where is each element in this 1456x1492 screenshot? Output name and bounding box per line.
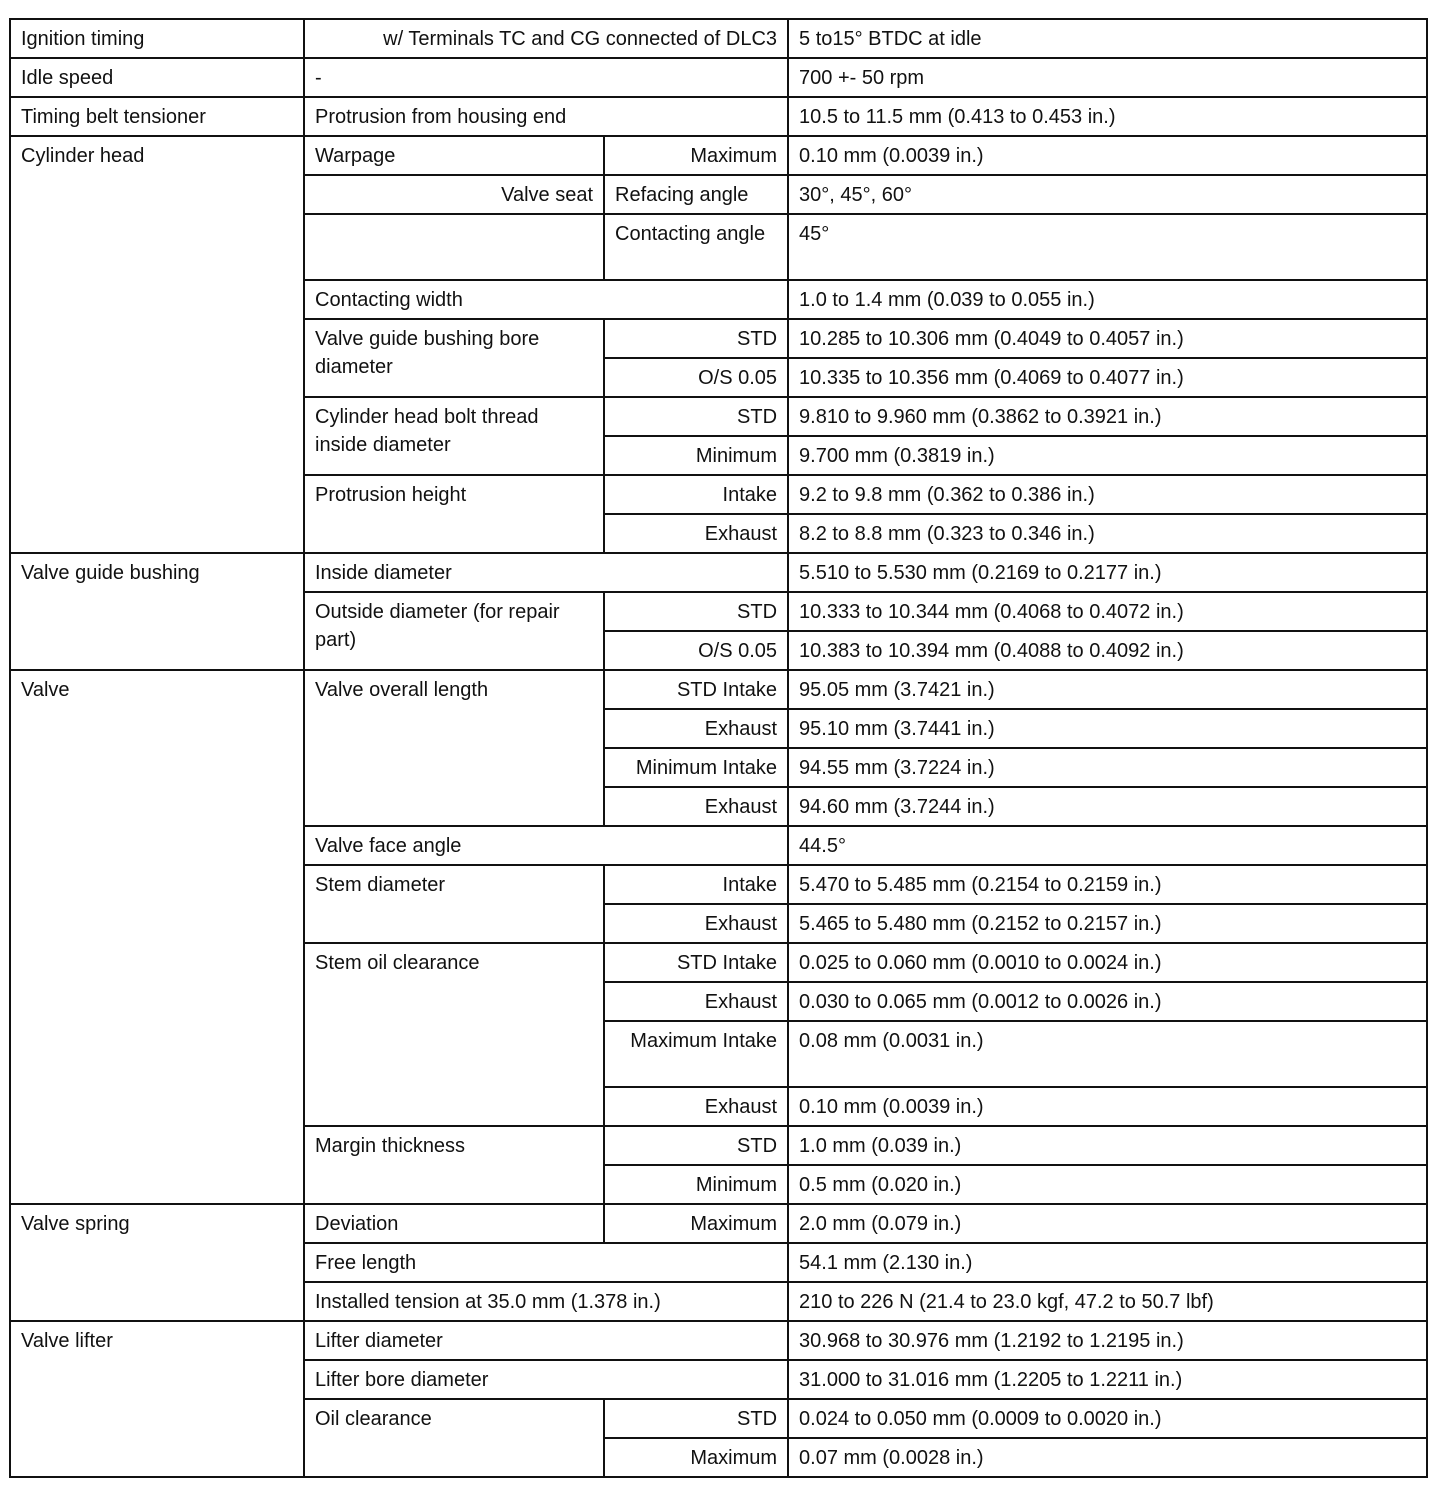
value-cell: 9.700 mm (0.3819 in.) [788, 436, 1427, 475]
condition-cell: Maximum [604, 136, 788, 175]
item-cell: Valve overall length [304, 670, 604, 826]
condition-cell: STD Intake [604, 943, 788, 982]
item-cell: Margin thickness [304, 1126, 604, 1204]
value-cell: 5.465 to 5.480 mm (0.2152 to 0.2157 in.) [788, 904, 1427, 943]
section-timing-belt-tensioner: Timing belt tensioner [10, 97, 304, 136]
value-cell: 5.470 to 5.485 mm (0.2154 to 0.2159 in.) [788, 865, 1427, 904]
value-cell: 10.383 to 10.394 mm (0.4088 to 0.4092 in.) [788, 631, 1427, 670]
table-row [10, 1204, 1427, 1243]
value-cell: 0.08 mm (0.0031 in.) [788, 1021, 1427, 1087]
value-cell: 5 to15° BTDC at idle [788, 19, 1427, 58]
value-cell: 0.5 mm (0.020 in.) [788, 1165, 1427, 1204]
item-cell: Valve seat [304, 175, 604, 214]
value-cell: 94.55 mm (3.7224 in.) [788, 748, 1427, 787]
value-cell: 0.10 mm (0.0039 in.) [788, 136, 1427, 175]
value-cell: 2.0 mm (0.079 in.) [788, 1204, 1427, 1243]
item-cell: Cylinder head bolt thread inside diameter [304, 397, 604, 475]
section-valve: Valve [10, 670, 304, 1204]
item-cell: Valve guide bushing bore diameter [304, 319, 604, 397]
condition-cell: Exhaust [604, 514, 788, 553]
condition-cell: STD [604, 592, 788, 631]
section-idle-speed: Idle speed [10, 58, 304, 97]
value-cell: 30°, 45°, 60° [788, 175, 1427, 214]
condition-cell: STD [604, 1399, 788, 1438]
table-row [10, 136, 1427, 175]
value-cell: 700 +- 50 rpm [788, 58, 1427, 97]
item-cell: Protrusion height [304, 475, 604, 553]
section-valve-spring: Valve spring [10, 1204, 304, 1321]
value-cell: 9.810 to 9.960 mm (0.3862 to 0.3921 in.) [788, 397, 1427, 436]
item-cell: Lifter diameter [304, 1321, 788, 1360]
condition-cell: Refacing angle [604, 175, 788, 214]
item-cell: Deviation [304, 1204, 604, 1243]
item-cell: Free length [304, 1243, 788, 1282]
table-row [10, 58, 1427, 97]
item-cell: Protrusion from housing end [304, 97, 788, 136]
value-cell: 10.333 to 10.344 mm (0.4068 to 0.4072 in.) [788, 592, 1427, 631]
section-valve-lifter: Valve lifter [10, 1321, 304, 1477]
item-cell: Warpage [304, 136, 604, 175]
condition-cell: Exhaust [604, 982, 788, 1021]
condition-cell: Contacting angle [604, 214, 788, 280]
value-cell: 1.0 to 1.4 mm (0.039 to 0.055 in.) [788, 280, 1427, 319]
condition-cell: O/S 0.05 [604, 358, 788, 397]
item-cell: Outside diameter (for repair part) [304, 592, 604, 670]
item-cell [304, 214, 604, 280]
value-cell: 5.510 to 5.530 mm (0.2169 to 0.2177 in.) [788, 553, 1427, 592]
value-cell: 30.968 to 30.976 mm (1.2192 to 1.2195 in.) [788, 1321, 1427, 1360]
item-cell: Stem oil clearance [304, 943, 604, 1126]
value-cell: 0.07 mm (0.0028 in.) [788, 1438, 1427, 1477]
condition-cell: Maximum [604, 1204, 788, 1243]
condition-cell: STD [604, 319, 788, 358]
condition-cell: Intake [604, 475, 788, 514]
section-cylinder-head: Cylinder head [10, 136, 304, 553]
condition-cell: Exhaust [604, 787, 788, 826]
value-cell: 54.1 mm (2.130 in.) [788, 1243, 1427, 1282]
table-row [10, 97, 1427, 136]
item-cell: Oil clearance [304, 1399, 604, 1477]
condition-cell: Minimum [604, 1165, 788, 1204]
condition-cell: Exhaust [604, 709, 788, 748]
item-cell: Valve face angle [304, 826, 788, 865]
condition-cell: Minimum Intake [604, 748, 788, 787]
item-cell: w/ Terminals TC and CG connected of DLC3 [304, 19, 788, 58]
condition-cell: Intake [604, 865, 788, 904]
section-ignition-timing: Ignition timing [10, 19, 304, 58]
item-cell: Stem diameter [304, 865, 604, 943]
value-cell: 45° [788, 214, 1427, 280]
value-cell: 9.2 to 9.8 mm (0.362 to 0.386 in.) [788, 475, 1427, 514]
value-cell: 0.025 to 0.060 mm (0.0010 to 0.0024 in.) [788, 943, 1427, 982]
table-row [10, 670, 1427, 709]
condition-cell: STD [604, 1126, 788, 1165]
value-cell: 0.024 to 0.050 mm (0.0009 to 0.0020 in.) [788, 1399, 1427, 1438]
value-cell: 10.5 to 11.5 mm (0.413 to 0.453 in.) [788, 97, 1427, 136]
item-cell: Installed tension at 35.0 mm (1.378 in.) [304, 1282, 788, 1321]
condition-cell: STD Intake [604, 670, 788, 709]
condition-cell: Exhaust [604, 904, 788, 943]
value-cell: 10.285 to 10.306 mm (0.4049 to 0.4057 in.) [788, 319, 1427, 358]
condition-cell: Exhaust [604, 1087, 788, 1126]
condition-cell: O/S 0.05 [604, 631, 788, 670]
item-cell: Contacting width [304, 280, 788, 319]
item-cell: - [304, 58, 788, 97]
value-cell: 1.0 mm (0.039 in.) [788, 1126, 1427, 1165]
value-cell: 10.335 to 10.356 mm (0.4069 to 0.4077 in.) [788, 358, 1427, 397]
value-cell: 95.10 mm (3.7441 in.) [788, 709, 1427, 748]
value-cell: 94.60 mm (3.7244 in.) [788, 787, 1427, 826]
section-valve-guide-bushing: Valve guide bushing [10, 553, 304, 670]
value-cell: 31.000 to 31.016 mm (1.2205 to 1.2211 in.) [788, 1360, 1427, 1399]
condition-cell: STD [604, 397, 788, 436]
condition-cell: Maximum Intake [604, 1021, 788, 1087]
value-cell: 0.10 mm (0.0039 in.) [788, 1087, 1427, 1126]
value-cell: 0.030 to 0.065 mm (0.0012 to 0.0026 in.) [788, 982, 1427, 1021]
specification-table [9, 18, 1428, 1478]
value-cell: 210 to 226 N (21.4 to 23.0 kgf, 47.2 to 50.7 lbf) [788, 1282, 1427, 1321]
item-cell: Inside diameter [304, 553, 788, 592]
table-row [10, 19, 1427, 58]
value-cell: 44.5° [788, 826, 1427, 865]
value-cell: 8.2 to 8.8 mm (0.323 to 0.346 in.) [788, 514, 1427, 553]
table-row [10, 553, 1427, 592]
value-cell: 95.05 mm (3.7421 in.) [788, 670, 1427, 709]
condition-cell: Minimum [604, 436, 788, 475]
item-cell: Lifter bore diameter [304, 1360, 788, 1399]
condition-cell: Maximum [604, 1438, 788, 1477]
table-row [10, 1321, 1427, 1360]
